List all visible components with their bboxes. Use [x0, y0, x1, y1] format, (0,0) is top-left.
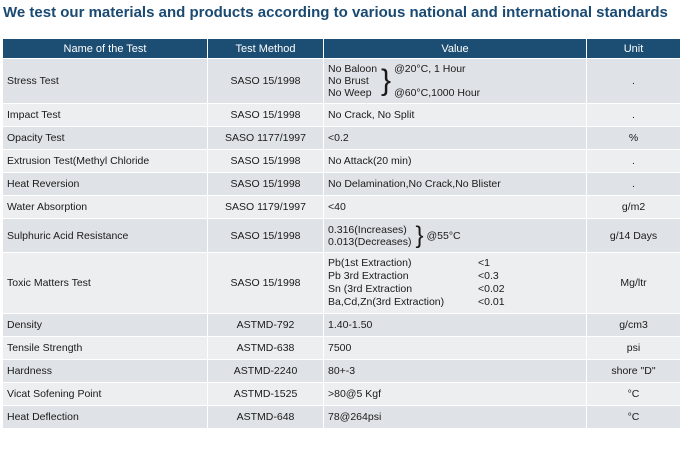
test-unit: . — [587, 172, 680, 195]
value-line: No Weep — [328, 87, 372, 99]
test-method: SASO 15/1998 — [208, 218, 324, 252]
test-method: ASTMD-2240 — [208, 359, 324, 382]
test-unit: psi — [587, 336, 680, 359]
test-name: Water Absorption — [3, 195, 208, 218]
table-row — [3, 405, 680, 428]
table-row — [3, 252, 680, 313]
table-header-row — [3, 39, 680, 58]
test-method: SASO 15/1998 — [208, 172, 324, 195]
test-method: ASTMD-638 — [208, 336, 324, 359]
toxic-item-label: Pb(1st Extraction) — [328, 257, 412, 269]
toxic-item-limit: <0.3 — [478, 270, 499, 282]
test-unit: °C — [587, 382, 680, 405]
test-unit: . — [587, 149, 680, 172]
table-row — [3, 359, 680, 382]
toxic-item-label: Sn (3rd Extraction — [328, 283, 413, 295]
standards-table — [3, 39, 680, 428]
table-row — [3, 172, 680, 195]
test-value — [324, 58, 587, 103]
toxic-item-limit: <1 — [478, 257, 490, 269]
value-line: 0.316(Increases) — [328, 223, 407, 236]
toxic-item-label: Pb 3rd Extraction — [328, 270, 409, 282]
test-method: SASO 15/1998 — [208, 252, 324, 313]
test-name: Stress Test — [3, 58, 208, 103]
test-name: Density — [3, 313, 208, 336]
test-value: 7500 — [324, 336, 587, 359]
brace-symbol: } — [415, 221, 424, 249]
test-unit: shore "D" — [587, 359, 680, 382]
test-unit: °C — [587, 405, 680, 428]
test-name: Sulphuric Acid Resistance — [3, 218, 208, 252]
test-value: No Attack(20 min) — [324, 149, 587, 172]
value-line: No Baloon — [328, 63, 378, 75]
test-value: No Delamination,No Crack,No Blister — [324, 172, 587, 195]
table-row — [3, 126, 680, 149]
header-test-method: Test Method — [208, 39, 324, 58]
test-value: 80+-3 — [324, 359, 587, 382]
table-row — [3, 382, 680, 405]
test-unit: Mg/ltr — [587, 252, 680, 313]
toxic-item-limit: <0.01 — [478, 296, 505, 308]
table-row — [3, 313, 680, 336]
header-test-name: Name of the Test — [3, 39, 208, 58]
test-value: >80@5 Kgf — [324, 382, 587, 405]
table-row — [3, 149, 680, 172]
condition-line: @55°C — [426, 229, 461, 242]
test-method: SASO 15/1998 — [208, 149, 324, 172]
table-row — [3, 336, 680, 359]
test-unit: g/m2 — [587, 195, 680, 218]
test-name: Tensile Strength — [3, 336, 208, 359]
header-value: Value — [324, 39, 587, 58]
test-name: Extrusion Test(Methyl Chloride — [3, 149, 208, 172]
test-name: Vicat Sofening Point — [3, 382, 208, 405]
test-method: ASTMD-792 — [208, 313, 324, 336]
test-method: SASO 15/1998 — [208, 103, 324, 126]
table-row — [3, 103, 680, 126]
test-value — [324, 252, 587, 313]
test-name: Hardness — [3, 359, 208, 382]
test-method: ASTMD-1525 — [208, 382, 324, 405]
toxic-item-label: Ba,Cd,Zn(3rd Extraction) — [328, 296, 445, 308]
table-row — [3, 218, 680, 252]
header-unit: Unit — [587, 39, 680, 58]
test-unit: g/14 Days — [587, 218, 680, 252]
test-method: ASTMD-648 — [208, 405, 324, 428]
condition-line: @60°C,1000 Hour — [394, 87, 481, 99]
test-method: SASO 1177/1997 — [208, 126, 324, 149]
test-name: Toxic Matters Test — [3, 252, 208, 313]
test-method: SASO 1179/1997 — [208, 195, 324, 218]
condition-line: @20°C, 1 Hour — [394, 63, 466, 75]
test-unit: g/cm3 — [587, 313, 680, 336]
test-name: Opacity Test — [3, 126, 208, 149]
test-name: Heat Deflection — [3, 405, 208, 428]
page-heading: We test our materials and products according to various national and international standards — [3, 4, 668, 21]
test-value: 78@264psi — [324, 405, 587, 428]
table-row — [3, 195, 680, 218]
toxic-item-limit: <0.02 — [478, 283, 505, 295]
brace-symbol: } — [381, 64, 392, 97]
test-value: No Crack, No Split — [324, 103, 587, 126]
value-line: No Brust — [328, 75, 369, 87]
test-unit: . — [587, 103, 680, 126]
test-value: <0.2 — [324, 126, 587, 149]
value-line: 0.013(Decreases) — [328, 235, 412, 248]
test-unit: . — [587, 58, 680, 103]
test-value — [324, 218, 587, 252]
test-value: <40 — [324, 195, 587, 218]
test-name: Heat Reversion — [3, 172, 208, 195]
table-row — [3, 58, 680, 103]
test-unit: % — [587, 126, 680, 149]
test-name: Impact Test — [3, 103, 208, 126]
test-method: SASO 15/1998 — [208, 58, 324, 103]
test-value: 1.40-1.50 — [324, 313, 587, 336]
